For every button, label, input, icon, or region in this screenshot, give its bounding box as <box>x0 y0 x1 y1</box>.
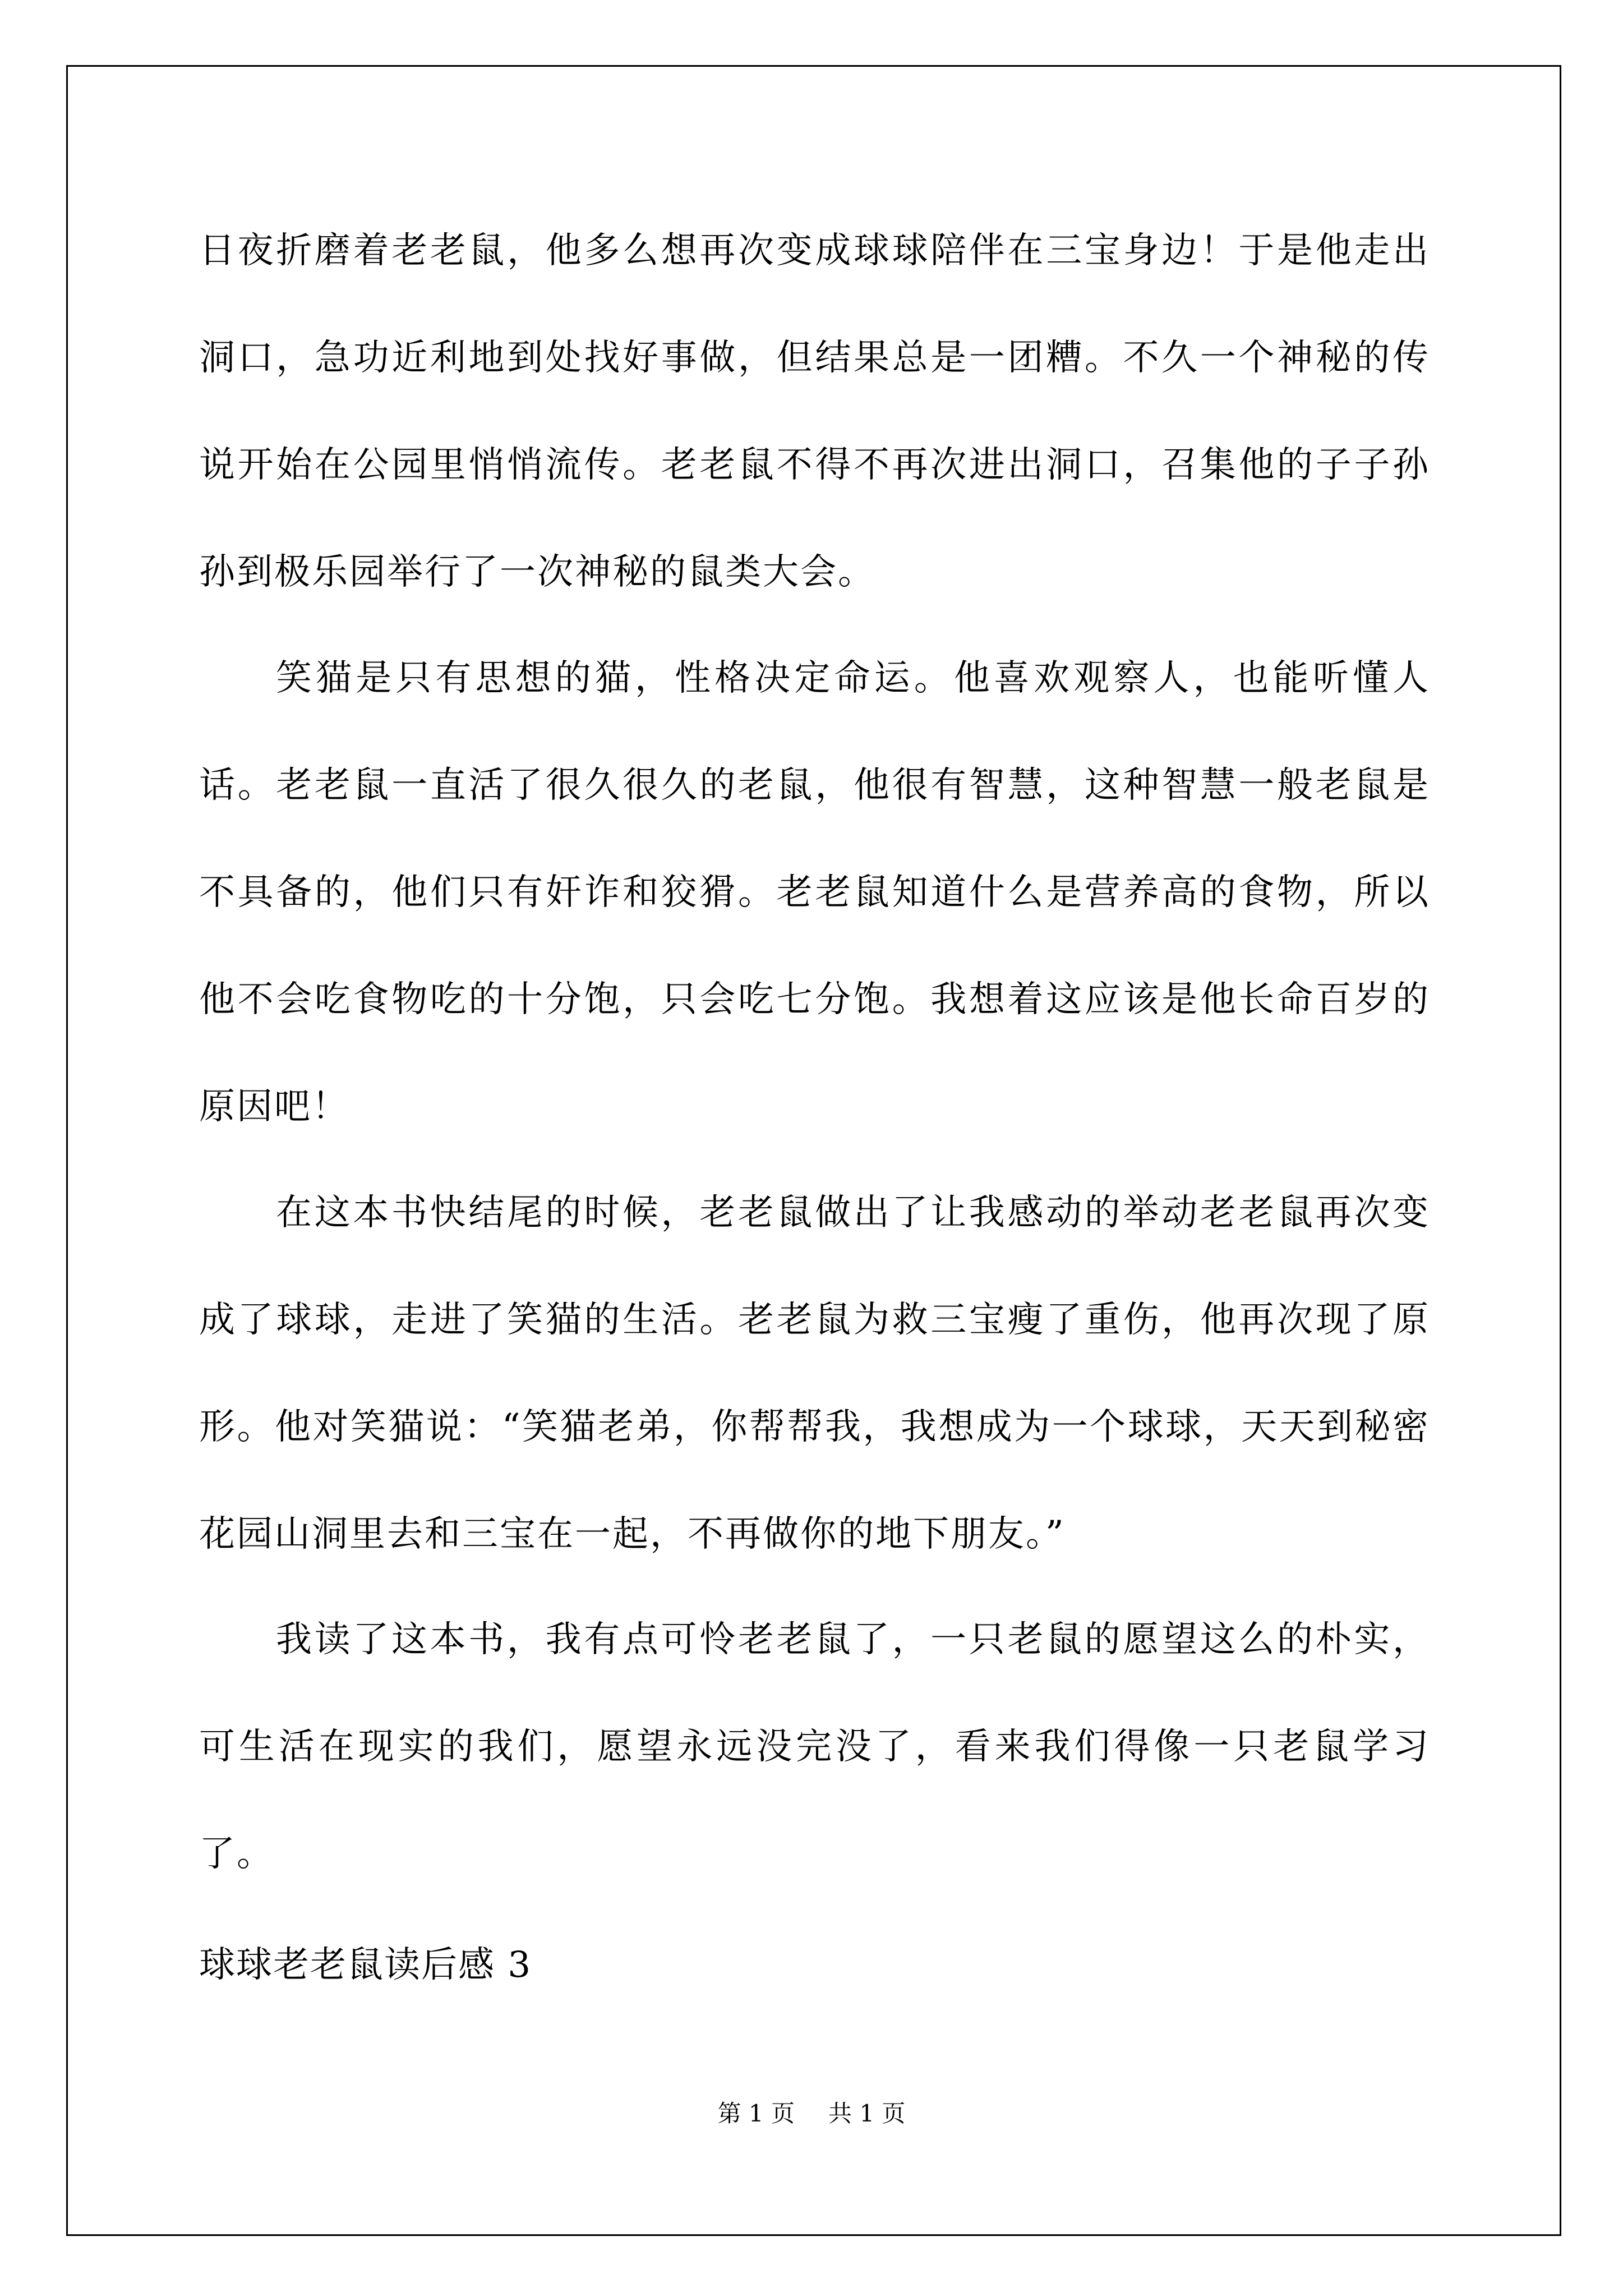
paragraph-4-text: 我读了这本书，我有点可怜老老鼠了，一只老鼠的愿望这么的朴实，可生活在现实的我们，愿望永远没完没了，看来我们得像一只老鼠学习了。 <box>199 1619 1430 1875</box>
paragraph-1-text: 日夜折磨着老老鼠，他多么想再次变成球球陪伴在三宝身边！于是他走出洞口，急功近利地到处找好事做，但结果总是一团糟。不久一个神秘的传说开始在公园里悄悄流传。老老鼠不得不再次进出洞口，召集他的子子孙孙到极乐园举行了一次神秘的鼠类大会。 <box>199 230 1430 593</box>
paragraph-3-text: 在这本书快结尾的时候，老老鼠做出了让我感动的举动老老鼠再次变成了球球，走进了笑猫的生活。老老鼠为救三宝瘦了重伤，他再次现了原形。他对笑猫说：“笑猫老弟，你帮帮我，我想成为一个球球，天天到秘密花园山洞里去和三宝在一起，不再做你的地下朋友。” <box>199 1192 1430 1555</box>
paragraph-2 <box>199 625 1430 1161</box>
paragraph-2-text: 笑猫是只有思想的猫，性格决定命运。他喜欢观察人，也能听懂人话。老老鼠一直活了很久很久的老鼠，他很有智慧，这种智慧一般老鼠是不具备的，他们只有奸诈和狡猾。老老鼠知道什么是营养高的食物，所以他不会吃食物吃的十分饱，只会吃七分饱。我想着这应该是他长命百岁的原因吧！ <box>199 657 1430 1128</box>
paragraph-3 <box>199 1159 1430 1588</box>
paragraph-1 <box>199 197 1430 626</box>
page-number: 第 1 页 <box>717 2100 795 2127</box>
section-heading: 球球老老鼠读后感 3 <box>199 1944 532 1986</box>
paragraph-4 <box>199 1586 1430 1908</box>
page-total: 共 1 页 <box>828 2100 906 2127</box>
page-footer <box>0 2097 1623 2131</box>
